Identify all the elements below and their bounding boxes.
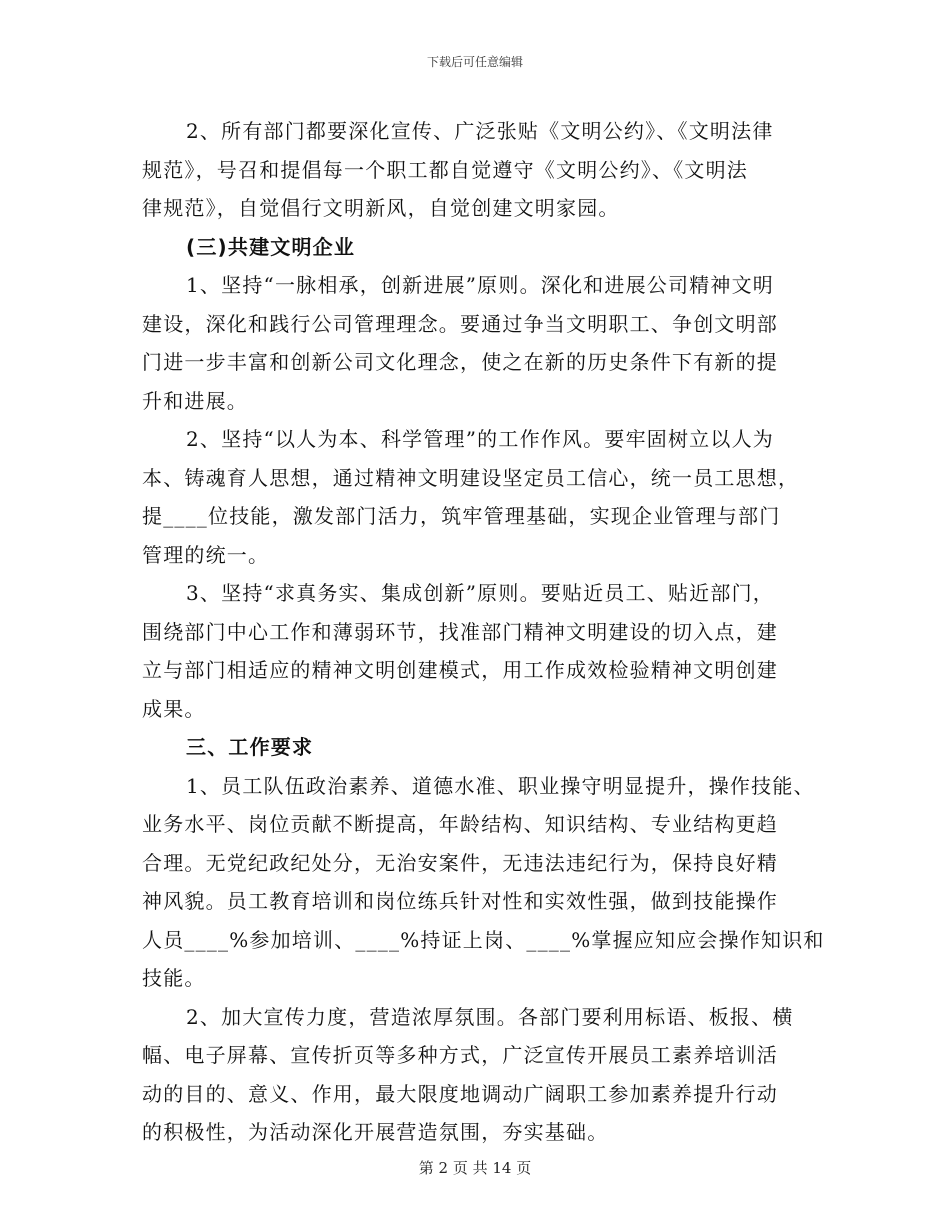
text-line: 门进一步丰富和创新公司文化理念，使之在新的历史条件下有新的提 (142, 350, 778, 374)
page-number: 第 2 页 共 14 页 (418, 1159, 532, 1177)
page-header: 下载后可任意编辑 (426, 55, 523, 69)
text-line: 本、铸魂育人思想，通过精神文明建设坚定员工信心，统一员工思想， (142, 465, 800, 490)
text-line: 规范》，号召和提倡每一个职工都自觉遵守《文明公约》、《文明法 (142, 157, 748, 182)
text-line: 幅、电子屏幕、宣传折页等多种方式，广泛宣传开展员工素养培训活 (142, 1043, 778, 1067)
text-line: 2、坚持“以人为本、科学管理”的工作作风。要牢固树立以人为 (186, 427, 774, 451)
text-line: 动的目的、意义、作用，最大限度地调动广阔职工参加素养提升行动 (142, 1081, 778, 1106)
paragraph (142, 767, 825, 998)
heading-text: (三)共建文明企业 (186, 234, 356, 259)
section-heading (142, 228, 807, 267)
text-line: 2、加大宣传力度，营造浓厚氛围。各部门要利用标语、板报、横 (186, 1004, 794, 1029)
paragraph (142, 998, 807, 1152)
text-line: 立与部门相适应的精神文明创建模式，用工作成效检验精神文明创建 (142, 658, 778, 682)
text-line: 提____位技能，激发部门活力，筑牢管理基础，实现企业管理与部门 (142, 504, 781, 528)
text-line: 合理。无党纪政纪处分，无治安案件，无违法违纪行为，保持良好精 (142, 850, 778, 875)
text-line: 业务水平、岗位贡献不断提高，年龄结构、知识结构、专业结构更趋 (142, 812, 778, 836)
text-line: 1、坚持“一脉相承，创新进展”原则。深化和进展公司精神文明 (186, 273, 774, 297)
text-line: 2、所有部门都要深化宣传、广泛张贴《文明公约》、《文明法律 (186, 119, 774, 143)
section-heading (142, 728, 807, 767)
text-line: 管理的统一。 (142, 542, 270, 567)
text-line: 的积极性，为活动深化开展营造氛围，夯实基础。 (142, 1120, 609, 1144)
document-body (142, 112, 825, 1152)
text-line: 建设，深化和践行公司管理理念。要通过争当文明职工、争创文明部 (142, 311, 778, 336)
text-line: 成果。 (142, 696, 206, 721)
paragraph (142, 266, 807, 420)
text-line: 神风貌。员工教育培训和岗位练兵针对性和实效性强，做到技能操作 (142, 889, 778, 913)
text-line: 1、员工队伍政治素养、道德水准、职业操守明显提升，操作技能、 (186, 773, 815, 798)
text-line: 围绕部门中心工作和薄弱环节，找准部门精神文明建设的切入点，建 (142, 619, 778, 644)
heading-text: 三、工作要求 (186, 735, 314, 759)
text-line: 技能。 (142, 966, 206, 990)
paragraph (142, 112, 807, 228)
text-line: 升和进展。 (142, 388, 248, 413)
text-line: 人员____%参加培训、____%持证上岗、____%掌握应知应会操作知识和 (142, 927, 825, 952)
text-line: 3、坚持“求真务实、集成创新”原则。要贴近员工、贴近部门， (186, 581, 774, 605)
paragraph (142, 574, 807, 728)
paragraph (142, 420, 807, 574)
text-line: 律规范》，自觉倡行文明新风，自觉创建文明家园。 (142, 196, 620, 220)
